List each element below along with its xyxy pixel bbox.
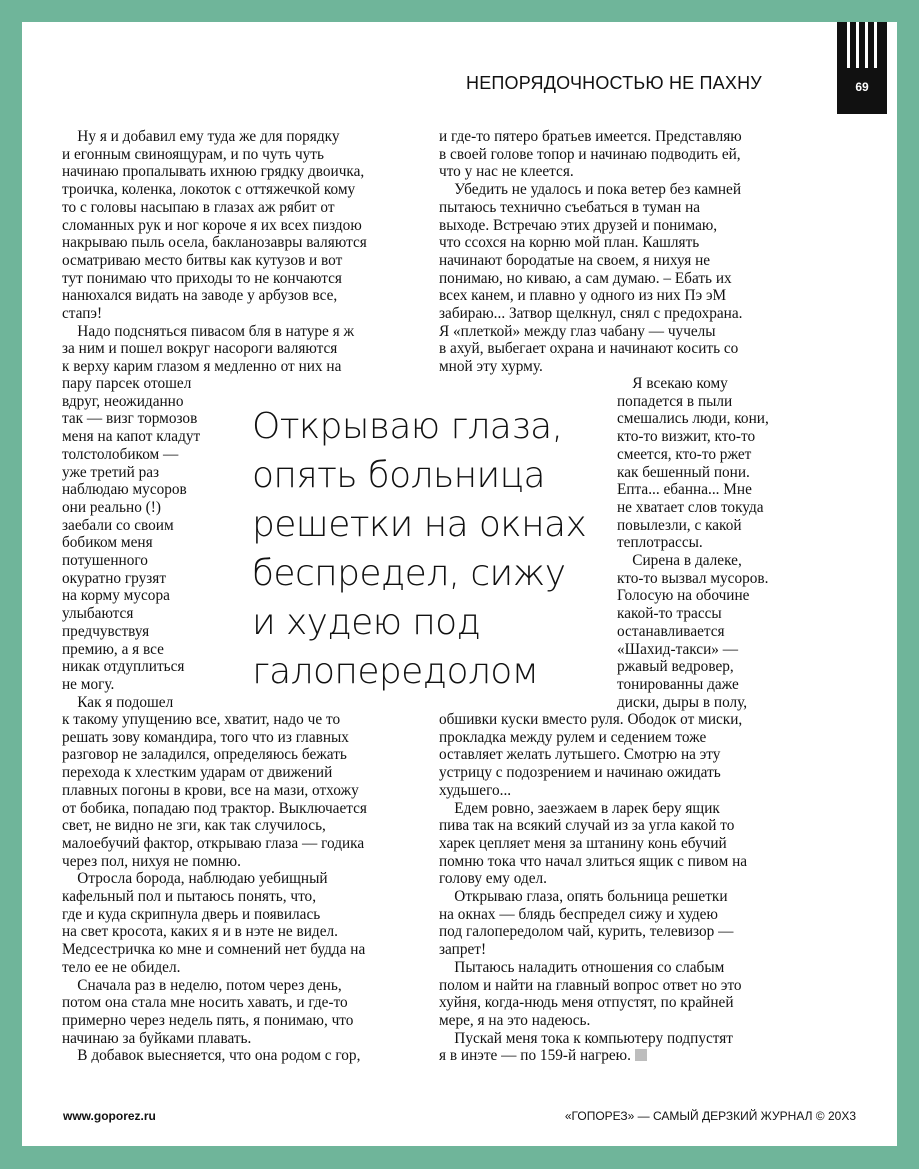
- text-line: выходе. Встречаю этих друзей и понимаю,: [439, 216, 718, 234]
- text-line: предчувствуя: [62, 622, 150, 640]
- text-line: хуйня, когда-нюдь меня отпустят, по крайней: [439, 994, 734, 1012]
- text-line: харек цепляет меня за штанину конь ебучий: [439, 834, 727, 852]
- text-line: разговор не заладился, определяюсь бежать: [62, 746, 347, 764]
- article-col1-top: [62, 128, 367, 376]
- article-col2-top: [439, 128, 742, 376]
- text-line: что у нас не клеется.: [439, 163, 574, 181]
- text-line: Пускай меня тока к компьютеру подпустят: [439, 1029, 733, 1047]
- article-col2-bottom: [439, 711, 747, 1065]
- text-line: на корму мусора: [62, 587, 170, 605]
- text-line: какой-то трассы: [617, 605, 722, 623]
- tab-stripe: [874, 22, 877, 68]
- text-line: заебали со своим: [62, 516, 174, 534]
- text-line: повылезли, с какой: [617, 516, 742, 534]
- text-line: пива так на всякий случай из за угла какой то: [439, 817, 735, 835]
- text-line: малоебучий фактор, открываю глаза — годика: [62, 834, 365, 852]
- text-line: забираю... Затвор щелкнул, снял с предохрана.: [439, 305, 743, 323]
- text-line: и где-то пятеро братьев имеется. Представляю: [439, 128, 742, 145]
- tab-stripe: [865, 22, 868, 68]
- text-line: начинаю за буйками плавать.: [62, 1029, 252, 1047]
- text-line: от бобика, попадаю под трактор. Выключается: [62, 799, 367, 817]
- text-line: они реально (!): [62, 498, 161, 516]
- text-line: что ссохся на корню мой план. Кашлять: [439, 234, 700, 252]
- pull-quote-line: галопередолом: [252, 651, 539, 692]
- text-line: к верху карим глазом я медленно от них на: [62, 358, 342, 376]
- pull-quote-line: решетки на окнах: [252, 504, 587, 545]
- text-line: понимаю, но киваю, а сам думаю. – Ебать их: [439, 269, 732, 287]
- text-line: устрицу с подозрением и начинаю ожидать: [439, 764, 721, 782]
- text-line: Едем ровно, заезжаем в ларек беру ящик: [439, 799, 720, 817]
- text-line: Я «плеткой» между глаз чабану — чучелы: [439, 322, 716, 340]
- text-line: тело ее не обидел.: [62, 958, 181, 976]
- text-line: где и куда скрипнула дверь и появилась: [62, 905, 321, 923]
- text-line: вдруг, неожиданно: [62, 392, 184, 410]
- text-line: Как я подошел: [62, 693, 174, 711]
- text-line: Медсестричка ко мне и сомнений нет будда на: [62, 941, 366, 959]
- text-line: Надо подсняться пивасом бля в натуре я ж: [62, 322, 355, 340]
- text-line: уже третий раз: [62, 463, 160, 481]
- text-line: за ним и пошел вокруг насороги валяются: [62, 340, 338, 358]
- text-line: Голосую на обочине: [617, 587, 750, 605]
- text-line: оставляет желать лутьшего. Смотрю на эту: [439, 746, 721, 764]
- text-line: худьшего...: [439, 781, 512, 799]
- page-title: НЕПОРЯДОЧНОСТЬЮ НЕ ПАХНУ: [466, 73, 762, 93]
- text-line: плавных погоны в крови, все на мази, отхожу: [62, 781, 359, 799]
- text-line: попадется в пыли: [617, 392, 733, 410]
- text-line: Сирена в далеке,: [617, 552, 742, 570]
- pull-quote-line: опять больница: [252, 455, 545, 496]
- tab-stripe: [847, 22, 850, 68]
- text-line: то с головы насыпаю в глазах аж рябит от: [62, 198, 335, 216]
- text-line: наблюдаю мусоров: [62, 481, 187, 499]
- text-line: Пытаюсь наладить отношения со слабым: [439, 958, 725, 976]
- text-line: перехода к хлестким ударам от движений: [62, 764, 333, 782]
- text-line: В добавок выесняется, что она родом с гор,: [62, 1047, 361, 1065]
- text-line: начинают бородатые на своем, я нихуя не: [439, 251, 711, 269]
- text-line: запрет!: [439, 941, 487, 959]
- pull-quote: [252, 402, 586, 696]
- footer-url: www.goporez.ru: [63, 1109, 156, 1123]
- text-line: пытаюсь технично съебаться в туман на: [439, 198, 701, 216]
- text-line: стапэ!: [62, 305, 103, 323]
- text-line: Открываю глаза, опять больница решетки: [439, 888, 728, 906]
- text-line: кто-то вызвал мусоров.: [617, 569, 769, 587]
- text-line: троичка, коленка, локоток с оттяжечкой кому: [62, 181, 356, 199]
- text-line: Я всекаю кому: [617, 375, 728, 392]
- text-line: смешались люди, кони,: [617, 410, 769, 428]
- text-line: Епта... ебанна... Мне: [617, 481, 752, 499]
- text-line: сломанных рук и ног короче я их всех пиздою: [62, 216, 362, 234]
- text-line: тонированны даже: [617, 675, 739, 693]
- page-number: 69: [855, 80, 869, 94]
- text-line: как бешенный пони.: [617, 463, 750, 481]
- text-line: голову ему одел.: [439, 870, 547, 888]
- text-line: толстолобиком —: [62, 445, 179, 463]
- text-line: в своей голове топор и начинаю подводить ей,: [439, 145, 741, 163]
- text-line: Ну я и добавил ему туда же для порядку: [62, 128, 340, 145]
- text-line: полом и найти на главный вопрос ответ но это: [439, 976, 742, 994]
- text-line: прокладка между рулем и седением тоже: [439, 728, 707, 746]
- text-line: под галопередолом чай, курить, телевизор —: [439, 923, 734, 941]
- text-line: окуратно грузят: [62, 569, 167, 587]
- text-line: меня на капот кладут: [62, 428, 201, 446]
- text-line: не могу.: [62, 675, 115, 693]
- text-line: решать зову командира, того что из главных: [62, 728, 349, 746]
- article-col2-narrow: [617, 375, 769, 711]
- text-line: Убедить не удалось и пока ветер без камней: [439, 181, 742, 199]
- text-line: на окнах — блядь беспредел сижу и худею: [439, 905, 718, 923]
- text-line: диски, дыры в полу,: [617, 693, 748, 711]
- text-line: премию, а я все: [62, 640, 164, 658]
- text-line: начинаю пропалывать ихнюю грядку двоичка,: [62, 163, 365, 181]
- page-tab: [837, 22, 887, 114]
- text-line: накрываю пыль осела, бакланозавры валяются: [62, 234, 367, 252]
- text-line: в ахуй, выбегает охрана и начинают косить со: [439, 340, 739, 358]
- text-line: бобиком меня: [62, 534, 153, 552]
- text-line: «Шахид-такси» —: [617, 640, 739, 658]
- text-line: никак отдуплиться: [62, 658, 185, 676]
- text-line: пару парсек отошел: [62, 375, 192, 392]
- text-line: всех канем, и плавно у одного из них Пэ эМ: [439, 287, 727, 305]
- text-line: на свет кросота, каких я и в нэте не видел.: [62, 923, 338, 941]
- text-line: мной эту хурму.: [439, 358, 543, 376]
- text-line: потушенного: [62, 552, 148, 570]
- text-line: свет, не видно не зги, как так случилось,: [62, 817, 326, 835]
- text-line: мере, я на это надеюсь.: [439, 1011, 591, 1029]
- text-line: обшивки куски вместо руля. Ободок от миски,: [439, 711, 743, 728]
- article-col1-bottom: [62, 711, 367, 1065]
- text-line: осматриваю место битвы как кутузов и вот: [62, 251, 343, 269]
- text-line: и егонным свиноящурам, и по чуть чуть: [62, 145, 324, 163]
- footer-tagline: «ГОПОРЕЗ» — САМЫЙ ДЕРЗКИЙ ЖУРНАЛ © 20Х3: [564, 1109, 856, 1123]
- text-line: потом она стала мне носить хавать, и где-то: [62, 994, 348, 1012]
- text-line: смеется, кто-то ржет: [617, 445, 752, 463]
- article-col1-narrow: [62, 375, 200, 711]
- text-line: помню тока что начал злиться ящик с пивом на: [439, 852, 748, 870]
- text-line: кафельный пол и пытаюсь понять, что,: [62, 888, 317, 906]
- text-line: примерно через недель пять, я понимаю, что: [62, 1011, 354, 1029]
- pull-quote-line: Открываю глаза,: [252, 406, 563, 447]
- pull-quote-line: и худею под: [252, 602, 481, 643]
- text-line: я в инэте — по 159-й нагрею.: [439, 1047, 747, 1065]
- text-line: через пол, нихуя не помню.: [62, 852, 241, 870]
- text-line: останавливается: [617, 622, 725, 640]
- text-line: теплотрассы.: [617, 534, 703, 552]
- text-line: ржавый ведровер,: [617, 658, 734, 676]
- text-line: к такому упущению все, хватит, надо че то: [62, 711, 341, 728]
- text-line: так — визг тормозов: [62, 410, 198, 428]
- end-of-article-marker: [635, 1049, 647, 1061]
- text-line: Сначала раз в неделю, потом через день,: [62, 976, 342, 994]
- text-line: нанюхался видать на заводе у арбузов все,: [62, 287, 338, 305]
- text-line: кто-то визжит, кто-то: [617, 428, 756, 446]
- text-line: тут понимаю что приходы то не кончаются: [62, 269, 342, 287]
- tab-stripe: [856, 22, 859, 68]
- text-line: Отросла борода, наблюдаю уебищный: [62, 870, 328, 888]
- text-line: улыбаются: [62, 605, 134, 623]
- pull-quote-line: беспредел, сижу: [252, 553, 566, 594]
- text-line: не хватает слов токуда: [617, 498, 764, 516]
